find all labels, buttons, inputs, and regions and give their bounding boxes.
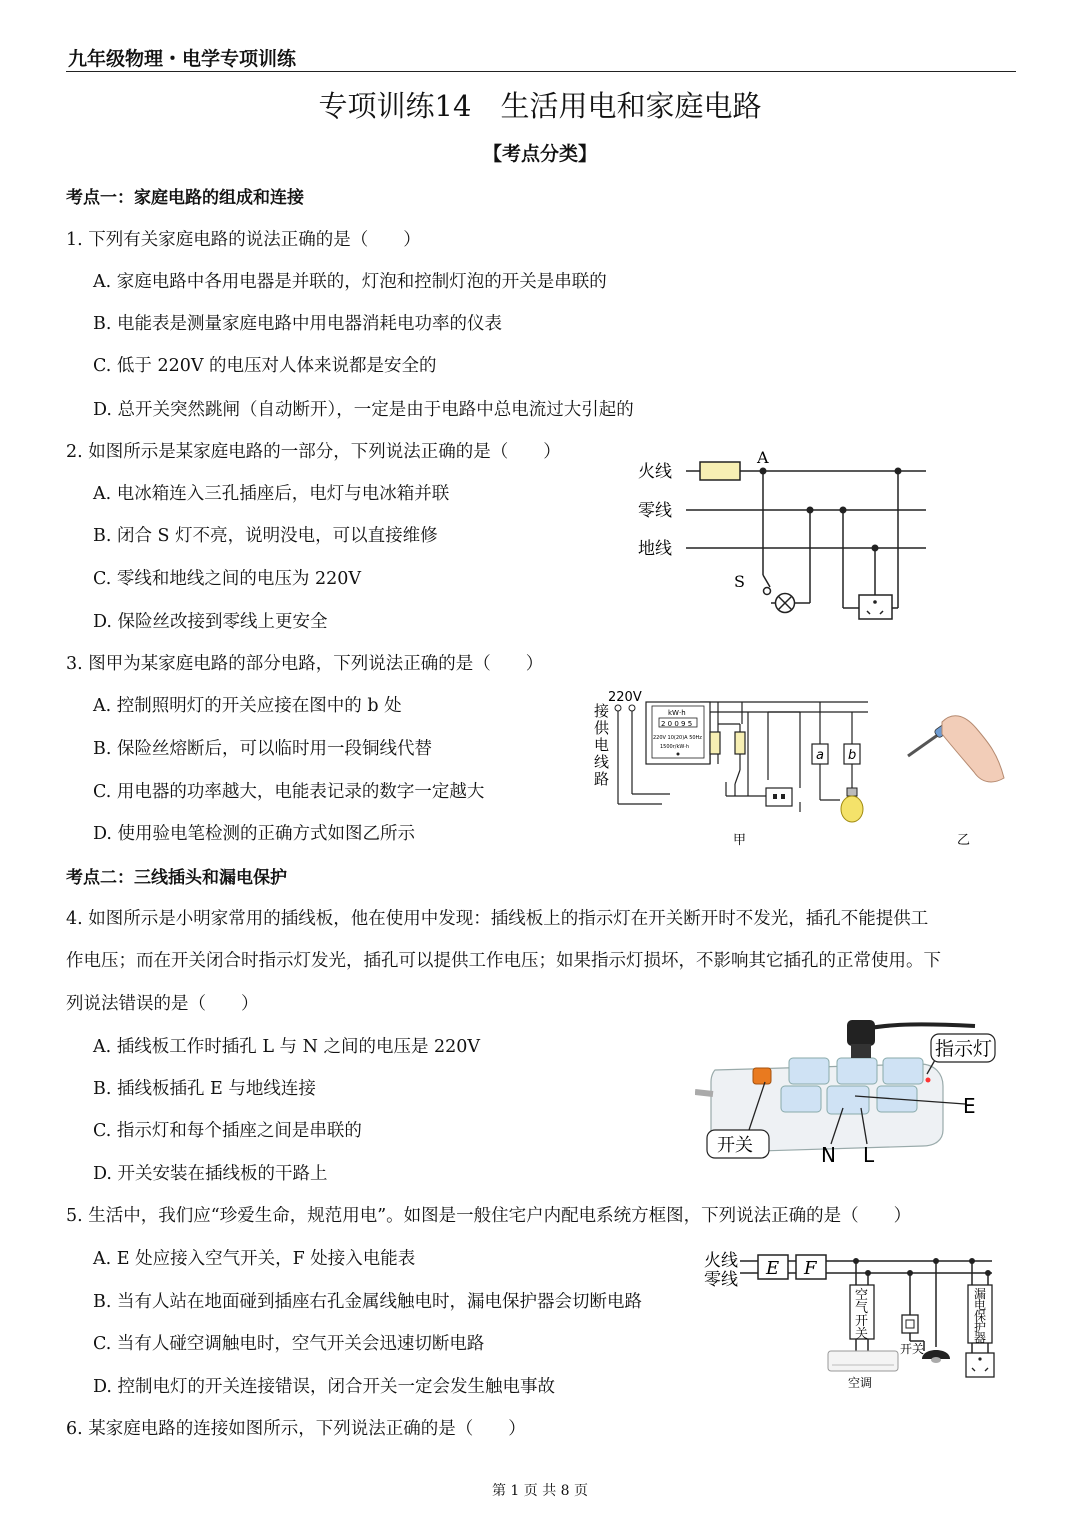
ac-label: 空调 [848, 1376, 873, 1390]
option: D. 控制电灯的开关连接错误，闭合开关一定会发生触电事故 [93, 1377, 556, 1397]
section-title: 考点一：家庭电路的组成和连接 [66, 188, 304, 208]
position-a-label: a [816, 748, 824, 763]
switch-label: 开关 [717, 1135, 753, 1156]
question-stem-line: 作电压；而在开关闭合时指示灯发光，插孔可以提供工作电压；如果指示灯损坏，不影响其它插孔的正常使用。下 [66, 951, 941, 971]
plug-icon [847, 1020, 875, 1058]
option: C. 低于 220V 的电压对人体来说都是安全的 [93, 356, 437, 376]
switch-s-label: S [734, 572, 745, 591]
fuse-icon [710, 732, 720, 754]
ground-line-label: 地线 [638, 539, 672, 559]
option: C. 用电器的功率越大，电能表记录的数字一定越大 [93, 782, 485, 802]
supply-char: 供 [594, 719, 610, 737]
meter-spec: 220V 10(20)A 50Hz [653, 735, 702, 741]
option: A. E 处应接入空气开关，F 处接入电能表 [93, 1249, 416, 1269]
option: A. 控制照明灯的开关应接在图中的 b 处 [93, 696, 402, 716]
section-title: 考点二：三线插头和漏电保护 [66, 868, 287, 888]
air-switch-char: 开 [855, 1314, 869, 1329]
option: A. 家庭电路中各用电器是并联的，灯泡和控制灯泡的开关是串联的 [93, 272, 607, 292]
option: B. 电能表是测量家庭电路中用电器消耗电功率的仪表 [93, 314, 502, 334]
option: B. 当有人站在地面碰到插座右孔金属线触电时，漏电保护器会切断电路 [93, 1292, 642, 1312]
option: C. 零线和地线之间的电压为 220V [93, 569, 361, 589]
switch-label: 开关 [900, 1342, 925, 1356]
header-rule [66, 71, 1016, 72]
option: B. 闭合 S 灯不亮，说明没电，可以直接维修 [93, 526, 438, 546]
distribution-system-figure [702, 1247, 1012, 1392]
question-stem: 5. 生活中，我们应“珍爱生命，规范用电”。如图是一般住宅户内配电系统方框图，下列说法正确的是（ ） [66, 1206, 912, 1226]
option: B. 保险丝熔断后，可以临时用一段铜线代替 [93, 739, 432, 759]
meter-rate: 1500r/kW·h [660, 744, 690, 750]
indicator-label: 指示灯 [935, 1038, 993, 1060]
fuse-icon [735, 732, 745, 754]
option: D. 总开关突然跳闸（自动断开），一定是由于电路中总电流过大引起的 [93, 400, 634, 420]
meter-digits: 2 0 0 9 5 [661, 720, 693, 728]
leak-char: 漏 [974, 1287, 987, 1301]
figure-caption-jia: 甲 [733, 833, 747, 848]
socket-icon [966, 1353, 994, 1377]
question-stem: 1. 下列有关家庭电路的说法正确的是（ ） [66, 230, 421, 250]
air-switch-char: 关 [855, 1327, 869, 1342]
socket-n-label: N [821, 1143, 836, 1167]
question-stem-line: 4. 如图所示是小明家常用的插线板，他在使用中发现：插线板上的指示灯在开关断开时不发光，插孔不能提供工 [66, 909, 929, 929]
switch-s-contact [764, 588, 771, 595]
option: A. 电冰箱连入三孔插座后，电灯与电冰箱并联 [93, 484, 450, 504]
fire-line-label: 火线 [704, 1251, 738, 1271]
box-f-label: F [804, 1258, 817, 1279]
neutral-line-label: 零线 [638, 501, 672, 521]
option: D. 开关安装在插线板的干路上 [93, 1164, 328, 1184]
air-switch-char: 空 [855, 1288, 869, 1303]
energy-meter [646, 702, 710, 764]
ceiling-lamp-icon [922, 1350, 950, 1363]
indicator-light [926, 1078, 931, 1083]
page-footer: 第 1 页 共 8 页 [491, 1483, 589, 1499]
option: D. 保险丝改接到零线上更安全 [93, 612, 328, 632]
household-circuit-figure [630, 445, 940, 630]
socket-e-label: E [963, 1094, 976, 1118]
light-switch-box [902, 1315, 918, 1333]
question-stem: 6. 某家庭电路的连接如图所示，下列说法正确的是（ ） [66, 1419, 526, 1439]
question-stem: 2. 如图所示是某家庭电路的一部分，下列说法正确的是（ ） [66, 442, 561, 462]
box-e-label: E [766, 1258, 780, 1279]
supply-char: 线 [594, 753, 610, 771]
switch-button [753, 1068, 771, 1084]
leak-char: 器 [974, 1331, 987, 1345]
leak-char: 保 [974, 1309, 987, 1323]
page-title: 专项训练14 生活用电和家庭电路 [318, 89, 762, 123]
page-subtitle: 【考点分类】 [482, 143, 597, 165]
meter-unit: kW·h [668, 709, 686, 717]
lamp-icon [776, 594, 795, 613]
bulb-icon [841, 788, 863, 822]
air-switch-char: 气 [855, 1301, 869, 1316]
option: C. 当有人碰空调触电时，空气开关会迅速切断电路 [93, 1334, 485, 1354]
power-strip-figure [695, 1012, 1015, 1172]
test-pen-hand-illustration [908, 716, 1004, 782]
option: C. 指示灯和每个插座之间是串联的 [93, 1121, 362, 1141]
point-a-label: A [757, 448, 769, 467]
circuit-figure-jia-yi [590, 684, 1010, 854]
figure-caption-yi: 乙 [957, 833, 971, 848]
question-stem: 3. 图甲为某家庭电路的部分电路，下列说法正确的是（ ） [66, 654, 544, 674]
position-b-label: b [848, 748, 857, 763]
leak-char: 护 [974, 1320, 987, 1334]
supply-char: 路 [594, 770, 610, 788]
fire-line-label: 火线 [638, 462, 672, 482]
supply-char: 接 [594, 702, 610, 720]
socket-l-label: L [863, 1143, 875, 1167]
three-pin-socket-icon [859, 595, 892, 619]
voltage-label: 220V [608, 690, 642, 705]
option: D. 使用验电笔检测的正确方式如图乙所示 [93, 824, 416, 844]
option: A. 插线板工作时插孔 L 与 N 之间的电压是 220V [93, 1037, 481, 1057]
leak-char: 电 [974, 1298, 987, 1312]
question-stem-line: 列说法错误的是（ ） [66, 994, 259, 1014]
air-conditioner-icon [828, 1351, 898, 1371]
supply-char: 电 [594, 736, 610, 754]
option: B. 插线板插孔 E 与地线连接 [93, 1079, 316, 1099]
two-pin-socket-icon [766, 788, 792, 806]
header-course: 九年级物理・电学专项训练 [68, 48, 297, 70]
neutral-line-label: 零线 [704, 1270, 738, 1290]
